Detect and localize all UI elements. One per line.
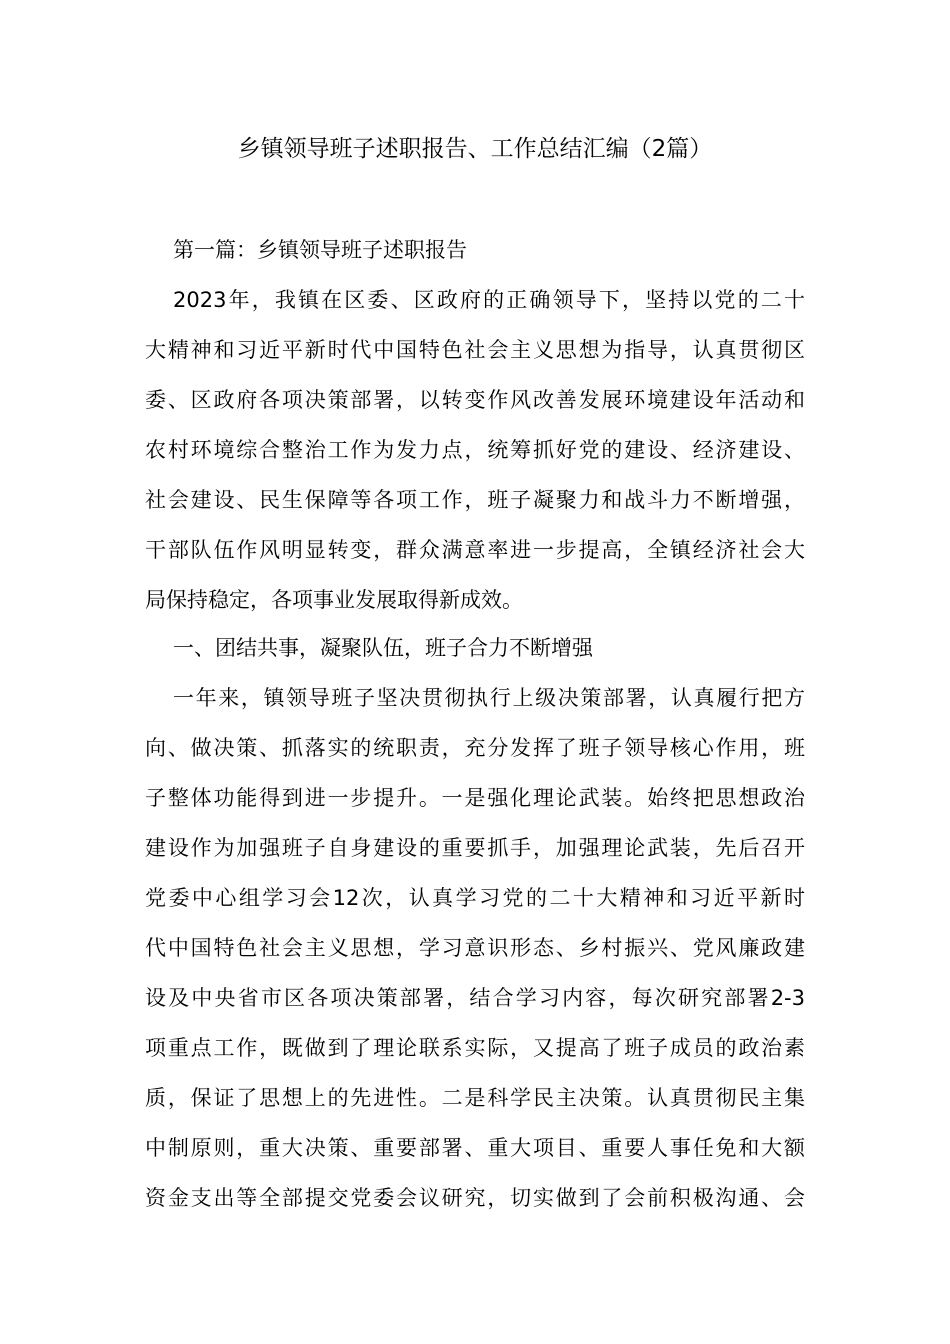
paragraph-line: 资金支出等全部提交党委会议研究，切实做到了会前积极沟通、会 xyxy=(145,1186,805,1210)
paragraph-line: 农村环境综合整治工作为发力点，统筹抓好党的建设、经济建设、 xyxy=(145,438,805,462)
paragraph-line: 向、做决策、抓落实的统职责，充分发挥了班子领导核心作用，班 xyxy=(145,736,805,760)
paragraph-line: 质，保证了思想上的先进性。二是科学民主决策。认真贯彻民主集 xyxy=(145,1086,805,1110)
paragraph-line: 子整体功能得到进一步提升。一是强化理论武装。始终把思想政治 xyxy=(145,786,805,810)
document-title: 乡镇领导班子述职报告、工作总结汇编（2篇） xyxy=(237,136,713,162)
paragraph-line: 党委中心组学习会12次，认真学习党的二十大精神和习近平新时 xyxy=(145,886,805,910)
section-heading-part-one: 第一篇：乡镇领导班子述职报告 xyxy=(173,238,467,262)
paragraph-line: 大精神和习近平新时代中国特色社会主义思想为指导，认真贯彻区 xyxy=(145,338,805,362)
paragraph-line: 干部队伍作风明显转变，群众满意率进一步提高，全镇经济社会大 xyxy=(145,538,805,562)
paragraph-line: 委、区政府各项决策部署，以转变作风改善发展环境建设年活动和 xyxy=(145,388,805,412)
paragraph-line: 中制原则，重大决策、重要部署、重大项目、重要人事任免和大额 xyxy=(145,1136,805,1160)
paragraph-line: 2023年，我镇在区委、区政府的正确领导下，坚持以党的二十 xyxy=(173,288,805,312)
paragraph-line: 社会建设、民生保障等各项工作，班子凝聚力和战斗力不断增强， xyxy=(145,488,805,512)
section-heading-one: 一、团结共事，凝聚队伍，班子合力不断增强 xyxy=(173,636,593,660)
paragraph-line: 局保持稳定，各项事业发展取得新成效。 xyxy=(145,588,523,612)
paragraph-line: 项重点工作，既做到了理论联系实际，又提高了班子成员的政治素 xyxy=(145,1036,805,1060)
paragraph-line: 设及中央省市区各项决策部署，结合学习内容，每次研究部署2-3 xyxy=(145,986,805,1010)
paragraph-line: 建设作为加强班子自身建设的重要抓手，加强理论武装，先后召开 xyxy=(145,836,805,860)
paragraph-line: 一年来，镇领导班子坚决贯彻执行上级决策部署，认真履行把方 xyxy=(173,686,805,710)
paragraph-line: 代中国特色社会主义思想，学习意识形态、乡村振兴、党风廉政建 xyxy=(145,936,805,960)
